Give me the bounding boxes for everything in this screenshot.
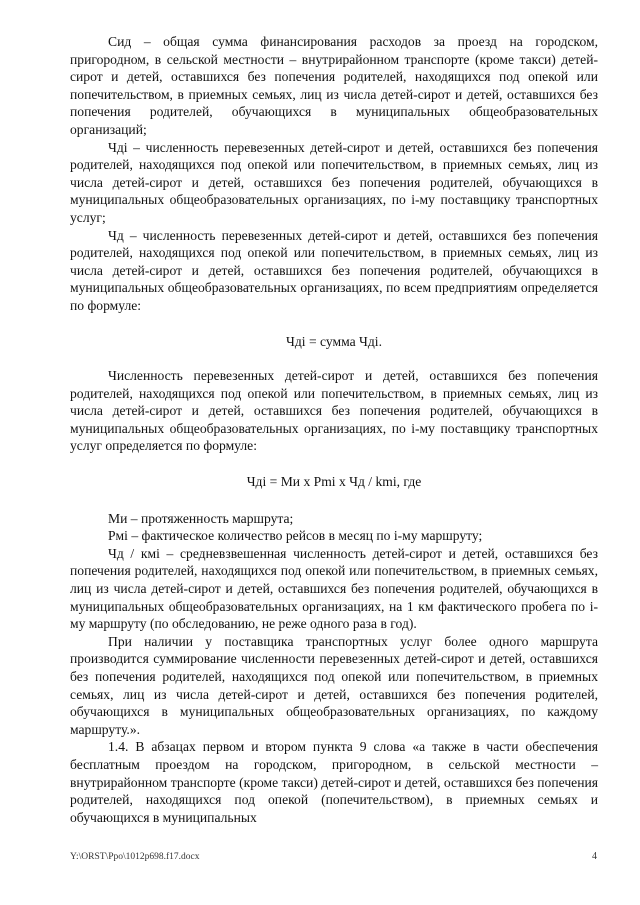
paragraph-sid: Сид – общая сумма финансирования расходов за проезд на городском, пригородном, в сельской местности – внутрирайонном транспорте (кроме такси) детей-сирот и детей, оставшихся без попечения родителей, находящихся под опекой или попечительством, в приемных семьях, лиц из числа детей-сирот и детей, оставшихся без попечения родителей, обучающихся в муниципальных общеобразовательных организаций; <box>70 34 598 137</box>
formula-sum: Чдi = сумма Чдi. <box>286 333 382 349</box>
definition-mi: Ми – протяженность маршрута; <box>108 510 294 526</box>
formula-calculation: Чдi = Ми х Рmi х Чд / kmi, где <box>246 474 422 490</box>
paragraph-count: Численность перевезенных детей-сирот и детей, оставшихся без попечения родителей, находящихся под опекой или попечительством, в приемных семьях, лиц из числа детей-сирот и детей, оставшихся без попечения родителей, обучающихся в муниципальных общеобразовательных организациях, по i-му поставщику транспортных услуг определяется по формуле: <box>70 368 598 454</box>
paragraph-multiple-routes: При наличии у поставщика транспортных услуг более одного маршрута производится суммирование численности перевезенных детей-сирот и детей, оставшихся без попечения родителей, находящихся под опекой или попечительством, в приемных семьях, лиц из числа детей-сирот и детей, оставшихся без попечения родителей, обучающихся в муниципальных общеобразовательных организациях, по каждому маршруту.». <box>70 633 598 737</box>
document-body <box>70 33 598 826</box>
footer-file-path: Y:\ORST\Ppo\1012p698.f17.docx <box>70 852 200 862</box>
paragraph-chd: Чд – численность перевезенных детей-сирот и детей, оставшихся без попечения родителей, находящихся под опекой или попечительством, в приемных семьях, лиц из числа детей-сирот и детей, оставшихся без попечения родителей, обучающихся в муниципальных общеобразовательных организациях, по всем предприятиям определяется по формуле: <box>70 227 598 313</box>
definition-chd-kmi: Чд / кмi – средневзвешенная численность детей-сирот и детей, оставшихся без попечения родителей, находящихся под опекой или попечительством, в приемных семьях, лиц из числа детей-сирот и детей, оставшихся без попечения родителей, обучающихся в муниципальных общеобразовательных организациях, на 1 км фактического пробега по i-му маршруту (по обследованию, не реже одного раза в год). <box>70 545 598 632</box>
paragraph-1-4: 1.4. В абзацах первом и втором пункта 9 слова «а также в части обеспечения бесплатным проездом на городском, пригородном, в сельской местности – внутрирайонном транспорте (кроме такси) детей-сирот и детей, оставшихся без попечения родителей, находящихся под опекой (попечительством), в приемных семьях и обучающихся в муниципальных <box>70 739 598 825</box>
definition-rmi: Рмi – фактическое количество рейсов в месяц по i-му маршруту; <box>108 528 483 544</box>
paragraph-chdi: Чдi – численность перевезенных детей-сирот и детей, оставшихся без попечения родителей, находящихся под опекой или попечительством, в приемных семьях, лиц из числа детей-сирот и детей, оставшихся без попечения родителей, обучающихся в муниципальных общеобразовательных организациях, по i-му поставщику транспортных услуг; <box>70 139 598 225</box>
footer-page-number: 4 <box>592 851 597 862</box>
